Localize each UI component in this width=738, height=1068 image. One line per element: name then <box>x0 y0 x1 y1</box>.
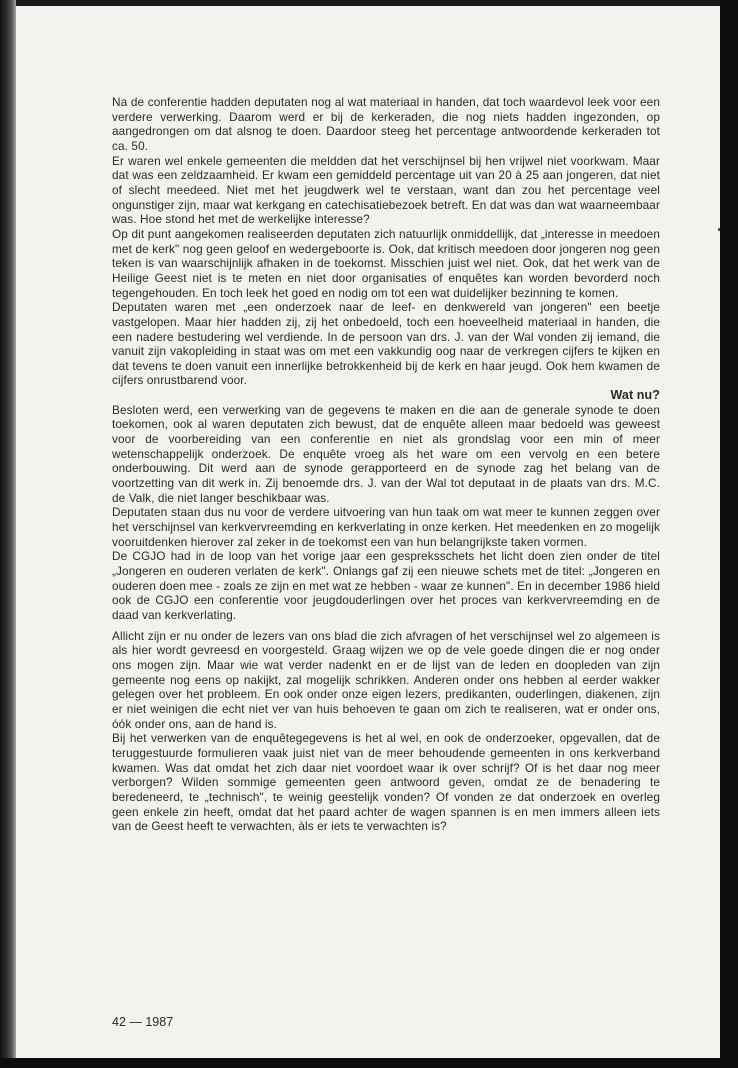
paragraph: Besloten werd, een verwerking van de gegevens te maken en die aan de generale synode te doen toekomen, ook al waren deputaten zich bewust, dat de enquête alleen maar bedoeld was geweest voor de voorbereiding van een conferentie en niet als grondslag voor een min of meer wetenschappelijk onderzoek. De enquête vroeg als het ware om een vervolg en een betere onderbouwing. Dit werd aan de synode gerapporteerd en de synode zag het belang van de voortzetting van dit werk in. Zij benoemde drs. J. van der Wal tot deputaat in de plaats van drs. M.C. de Valk, die niet langer beschikbaar was. <box>112 402 660 505</box>
paragraph: Na de conferentie hadden deputaten nog al wat materiaal in handen, dat toch waardevol leek voor een verdere verwerking. Daarom werd er bij de kerkeraden, die nog niets hadden ingezonden, op aangedrongen om dat alsnog te doen. Daardoor steeg het percentage antwoordende kerkeraden tot ca. 50. <box>112 95 660 153</box>
paragraph: Op dit punt aangekomen realiseerden deputaten zich natuurlijk onmiddellijk, dat „interesse in meedoen met de kerk" nog geen geloof en wedergeboorte is. Ook, dat kritisch meedoen door jongeren nog geen teken is van waarschijnlijk afhaken in de toekomst. Misschien juist wel niet. Ook, dat het werk van de Heilige Geest niet is te meten en niet door organisaties of enquêtes kan worden bevorderd noch tegengehouden. En toch leek het goed en nodig om tot een wat duidelijker bezinning te komen. <box>112 226 660 300</box>
scan-border-bottom <box>0 1058 738 1068</box>
scan-border-right <box>720 0 738 1068</box>
paragraph: Bij het verwerken van de enquêtegegevens is het al wel, en ook de onderzoeker, opgevallen, dat de teruggestuurde formulieren vaak juist niet van de meer behoudende gemeenten in ons kerkverband kwamen. Was dat omdat het zich daar niet voordoet waar ik over schrijf? Of is het daar nog meer verborgen? Wilden sommige gemeenten geen antwoord geven, omdat ze de benadering te beredeneerd, te „technisch", te weinig geestelijk vonden? Of vonden ze dat onderzoek en overleg geen enkele zin heeft, omdat dat het paard achter de wagen spannen is en men immers alleen iets van de Geest heeft te verwachten, àls er iets te verwachten is? <box>112 731 660 834</box>
page-binding-edge <box>0 0 16 1068</box>
paragraph: Er waren wel enkele gemeenten die meldden dat het verschijnsel bij hen vrijwel niet voorkwam. Maar dat was een zeldzaamheid. Er kwam een gemiddeld percentage uit van 20 à 25 aan jongeren, dat niet of slecht meedeed. Niet met het jeugdwerk wel te verstaan, want dan zou het percentage veel ongunstiger zijn, maar wat kerkgang en catechisatiebezoek betreft. En dat was dan wat waarneembaar was. Hoe stond het met de werkelijke interesse? <box>112 153 660 227</box>
paragraph: Deputaten waren met „een onderzoek naar de leef- en denkwereld van jongeren" een beetje vastgelopen. Maar hier hadden zij, zij het onbedoeld, toch een hoeveelheid materiaal in handen, die een nadere bestudering wel verdiende. In de persoon van drs. J. van der Wal vonden zij iemand, die vanuit zijn vakopleiding in staat was om met een vakkundig oog naar de verkregen cijfers te kijken en dat tevens te doen vanuit een innerlijke betrokkenheid bij de kerk en haar jeugd. Ook hem kwamen de cijfers onrustbarend voor. <box>112 300 660 388</box>
paragraph: Deputaten staan dus nu voor de verdere uitvoering van hun taak om wat meer te kunnen zeggen over het verschijnsel van kerkvervreemding en kerkverlating in onze kerken. Het meedenken en zo mogelijk vooruitdenken hierover zal zeker in de toekomst een van hun belangrijkste taken vormen. <box>112 505 660 549</box>
article-body <box>112 95 660 834</box>
margin-mark <box>718 228 720 231</box>
paragraph: De CGJO had in de loop van het vorige jaar een gespreksschets het licht doen zien onder de titel „Jongeren en ouderen verlaten de kerk". Onlangs gaf zij een nieuwe schets met de titel: „Jongeren en ouderen doen mee - zoals ze zijn en met wat ze hebben - waar ze kunnen". En in december 1986 hield ook de CGJO een conferentie voor jeugdouderlingen over het proces van kerkvervreemding en de daad van kerkverlating. <box>112 549 660 622</box>
page-footer: 42 — 1987 <box>112 1015 174 1029</box>
section-heading: Wat nu? <box>610 388 660 403</box>
paragraph: Allicht zijn er nu onder de lezers van ons blad die zich afvragen of het verschijnsel wel zo algemeen is als hier wordt gevreesd en voorgesteld. Graag wijzen we op de vele goede dingen die er nog onder ons mogen zijn. Maar wie wat verder nadenkt en er de lijst van de leden en doopleden van zijn gemeente nog eens op nakijkt, zal mogelijk schrikken. Anderen onder ons hebben al eerder wakker gelegen over het probleem. En ook onder onze eigen lezers, predikanten, ouderlingen, diakenen, zijn er niet weinigen die echt niet ver van huis behoeven te gaan om zich te realiseren, wat er onder ons, óók onder ons, aan de hand is. <box>112 628 660 731</box>
